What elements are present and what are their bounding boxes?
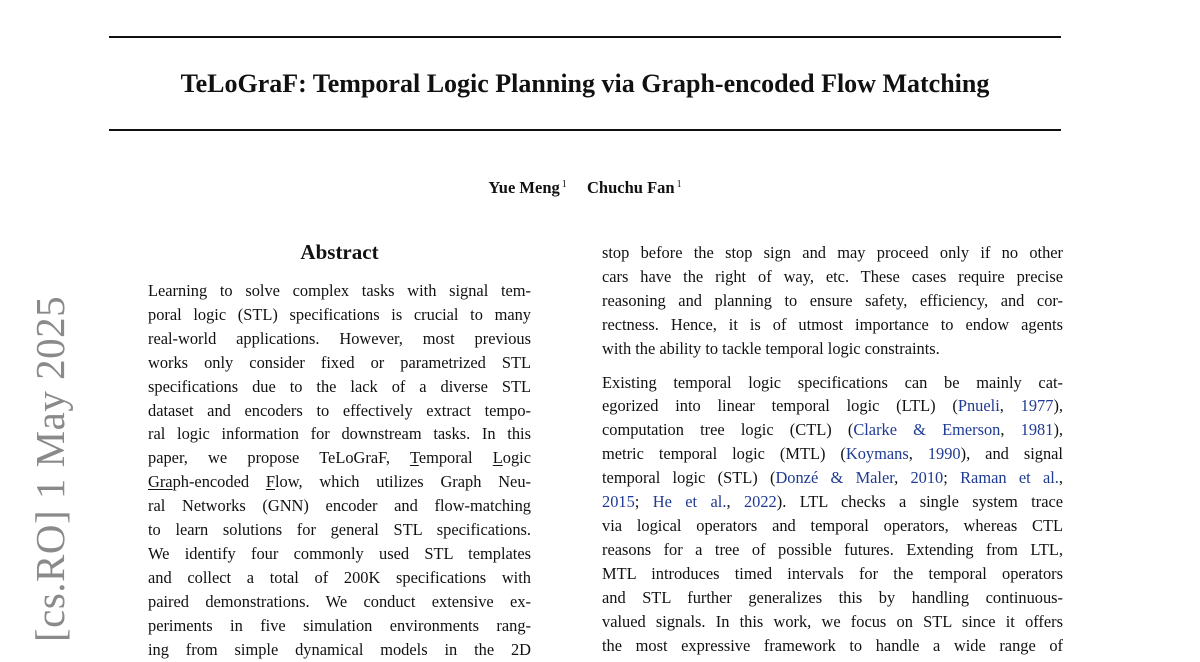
citation-link[interactable]: Raman et al. bbox=[960, 468, 1059, 488]
text-run: ic bbox=[519, 448, 531, 468]
citation-link[interactable]: Koymans bbox=[845, 444, 909, 464]
abstract-column bbox=[148, 237, 531, 662]
citation-link[interactable]: Donzé & Maler bbox=[775, 468, 895, 488]
citation-link[interactable]: 2015 bbox=[602, 492, 635, 512]
body-line: valued signals. In this work, we focus on STL since it offers bbox=[602, 611, 1063, 631]
text-run: , bbox=[1058, 468, 1063, 488]
body-line bbox=[602, 442, 1063, 466]
abstract-line: ral Networks (GNN) encoder and flow-matching bbox=[148, 496, 531, 516]
abstract-line: ing from simple dynamical models in the 2D bbox=[148, 639, 531, 659]
abstract-line: real-world applications. However, most previous bbox=[148, 328, 531, 348]
title-rule-bottom bbox=[109, 129, 1061, 131]
abstract-line: We identify four commonly used STL templates bbox=[148, 543, 531, 563]
abstract-line: specifications due to the lack of a diverse STL bbox=[148, 376, 531, 396]
abstract-line bbox=[148, 446, 531, 470]
text-run: ph-encoded bbox=[172, 472, 266, 492]
abstract-heading: Abstract bbox=[300, 240, 379, 264]
text-run: emporal bbox=[418, 448, 493, 468]
abstract-line: periments in five simulation environments rang- bbox=[148, 615, 531, 635]
citation-link[interactable]: 1981 bbox=[1020, 420, 1054, 440]
body-line bbox=[602, 418, 1063, 442]
citation-link[interactable]: 2022 bbox=[743, 492, 777, 512]
body-line: cars have the right of way, etc. These cases require precise bbox=[602, 266, 1063, 286]
body-line: with the ability to tackle temporal logic constraints. bbox=[602, 338, 940, 358]
abstract-line bbox=[148, 470, 531, 494]
author-affiliation: 1 bbox=[676, 179, 682, 190]
text-run: , bbox=[908, 444, 928, 464]
author-affiliation: 1 bbox=[561, 179, 567, 190]
abstract-line: to learn solutions for general STL specifications. bbox=[148, 520, 531, 540]
citation-link[interactable]: He et al. bbox=[652, 492, 727, 512]
body-line: MTL introduces timed intervals for the temporal operators bbox=[602, 563, 1063, 583]
text-run: ; bbox=[634, 492, 653, 512]
body-paragraph bbox=[602, 241, 1063, 361]
text-run: low, which utilizes Graph Neu- bbox=[274, 472, 531, 492]
acronym-underline: F bbox=[265, 472, 275, 492]
arxiv-stamp: [cs.RO] 1 May 2025 bbox=[27, 295, 73, 642]
text-run: ; bbox=[943, 468, 961, 488]
text-run: computation tree logic (CTL) ( bbox=[602, 420, 854, 440]
author-list bbox=[109, 174, 1061, 199]
body-paragraph bbox=[602, 371, 1063, 658]
citation-link[interactable]: 2010 bbox=[910, 468, 944, 488]
body-line: Existing temporal logic specifications can be mainly cat- bbox=[602, 372, 1063, 392]
abstract-line: dataset and encoders to effectively extract tempo- bbox=[148, 400, 531, 420]
text-run: ), bbox=[1053, 420, 1063, 440]
citation-link[interactable]: Pnueli bbox=[957, 396, 1000, 416]
author-name: Yue Meng bbox=[488, 178, 560, 197]
text-run: ), bbox=[1053, 396, 1063, 416]
abstract-line: and collect a total of 200K specifications with bbox=[148, 567, 531, 587]
body-line: stop before the stop sign and may proceed only if no other bbox=[602, 243, 1063, 262]
text-run: , bbox=[999, 396, 1021, 416]
body-line: reasons for a tree of possible futures. Extending from LTL, bbox=[602, 539, 1063, 559]
title-rule-top bbox=[109, 36, 1061, 38]
text-run: ). LTL checks a single system trace bbox=[776, 492, 1064, 512]
text-run: paper, we propose TeLoGraF, bbox=[148, 448, 410, 468]
body-line bbox=[602, 466, 1063, 490]
text-run: ), and signal bbox=[960, 444, 1063, 464]
body-line: and STL further generalizes this by handling continuous- bbox=[602, 587, 1063, 607]
abstract-line: poral logic (STL) specifications is crucial to many bbox=[148, 304, 531, 324]
body-line bbox=[602, 394, 1063, 418]
body-line: via logical operators and temporal operators, whereas CTL bbox=[602, 515, 1063, 535]
body-line: rectness. Hence, it is of utmost importance to endow agents bbox=[602, 314, 1063, 334]
acronym-underline: L bbox=[492, 448, 503, 468]
text-run: egorized into linear temporal logic (LTL) ( bbox=[602, 396, 958, 416]
abstract-line: Learning to solve complex tasks with signal tem- bbox=[148, 281, 531, 300]
citation-link[interactable]: 1977 bbox=[1020, 396, 1054, 416]
acronym-underline: Gra bbox=[148, 472, 173, 492]
text-run: , bbox=[894, 468, 911, 488]
body-line bbox=[602, 490, 1063, 514]
abstract-line: ral logic information for downstream tasks. In this bbox=[148, 424, 531, 444]
text-run: , bbox=[726, 492, 744, 512]
paper-title: TeLoGraF: Temporal Logic Planning via Graph-encoded Flow Matching bbox=[180, 69, 990, 98]
text-run: o bbox=[502, 448, 511, 468]
text-run: temporal logic (STL) ( bbox=[602, 468, 776, 488]
abstract-line: paired demonstrations. We conduct extensive ex- bbox=[148, 591, 531, 611]
abstract-line: works only consider fixed or parametrized STL bbox=[148, 352, 531, 372]
body-line: the most expressive framework to handle a wide range of bbox=[602, 635, 1063, 655]
body-line: reasoning and planning to ensure safety, efficiency, and cor- bbox=[602, 290, 1063, 310]
text-run: metric temporal logic (MTL) ( bbox=[602, 444, 846, 464]
citation-link[interactable]: Clarke & Emerson bbox=[853, 420, 1001, 440]
author-name: Chuchu Fan bbox=[587, 178, 675, 197]
body-column-right bbox=[602, 241, 1063, 657]
abstract-paragraph bbox=[148, 279, 531, 662]
acronym-underline: T bbox=[409, 448, 419, 468]
citation-link[interactable]: 1990 bbox=[927, 444, 961, 464]
text-run: , bbox=[1000, 420, 1021, 440]
acronym-underline: g bbox=[510, 448, 520, 468]
